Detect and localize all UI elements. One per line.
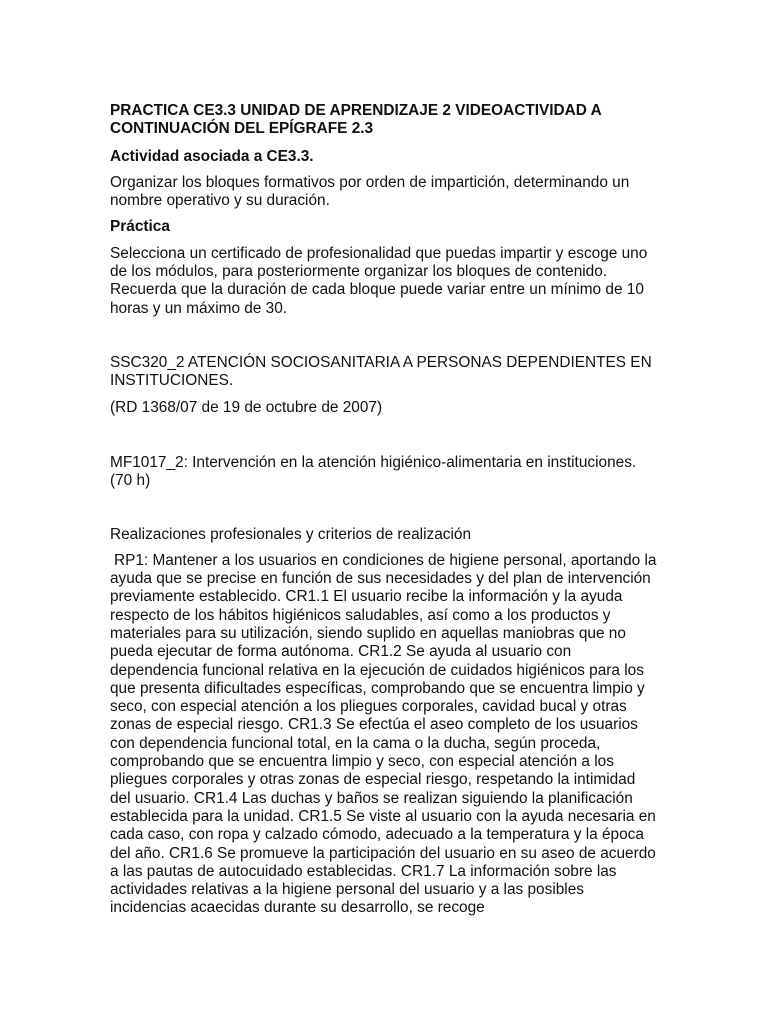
certificate-title: SSC320_2 ATENCIÓN SOCIOSANITARIA A PERSONAS DEPENDIENTES EN INSTITUCIONES. bbox=[110, 353, 652, 390]
document-content bbox=[110, 102, 658, 918]
criteria-body: RP1: Mantener a los usuarios en condiciones de higiene personal, aportando la ayuda que se precise en función de sus necesidades y del plan de intervención previamente establecido. CR1.1 El usuario recibe la información y la ayuda respecto de los hábitos higiénicos saludables, así como a los productos y materiales para su utilización, siendo suplido en aquellas maniobras que no pueda ejecutar de forma autónoma. CR1.2 Se ayuda al usuario con dependencia funcional relativa en la ejecución de cuidados higiénicos para los que presenta dificultades específicas, comprobando que se encuentra limpio y seco, con especial atención a los pliegues corporales, cavidad bucal y otras zonas de especial riesgo. CR1.3 Se efectúa el aseo completo de los usuarios con dependencia funcional total, en la cama o la ducha, según proceda, comprobando que se encuentra limpio y seco, con especial atención a los pliegues corporales y otras zonas de especial riesgo, respetando la intimidad del usuario. CR1.4 Las duchas y baños se realizan siguiendo la planificación establecida para la unidad. CR1.5 Se viste al usuario con la ayuda necesaria en cada caso, con ropa y calzado cómodo, adecuado a la temperatura y la época del año. CR1.6 Se promueve la participación del usuario en su aseo de acuerdo a las pautas de autocuidado establecidas. CR1.7 La información sobre las actividades relativas a la higiene personal del usuario y a las posibles incidencias acaecidas durante su desarrollo, se recoge bbox=[110, 551, 657, 917]
module-title: MF1017_2: Intervención en la atención higiénico-alimentaria en instituciones.(70 h) bbox=[110, 453, 637, 490]
criteria-heading: Realizaciones profesionales y criterios de realización bbox=[110, 526, 472, 544]
practice-text: Selecciona un certificado de profesionalidad que puedas impartir y escoge uno de los módulos, para posteriormente organizar los bloques de contenido. Recuerda que la duración de cada bloque puede variar entre un mínimo de 10 horas y un máximo de 30. bbox=[110, 244, 648, 317]
certificate-reference: (RD 1368/07 de 19 de octubre de 2007) bbox=[110, 398, 383, 416]
practice-heading: Práctica bbox=[110, 218, 170, 236]
activity-text: Organizar los bloques formativos por orden de impartición, determinando un nombre operativo y su duración. bbox=[110, 173, 630, 210]
activity-heading: Actividad asociada a CE3.3. bbox=[110, 147, 314, 165]
document-title: PRACTICA CE3.3 UNIDAD DE APRENDIZAJE 2 VIDEOACTIVIDAD A CONTINUACIÓN DEL EPÍGRAFE 2.3 bbox=[110, 102, 602, 138]
